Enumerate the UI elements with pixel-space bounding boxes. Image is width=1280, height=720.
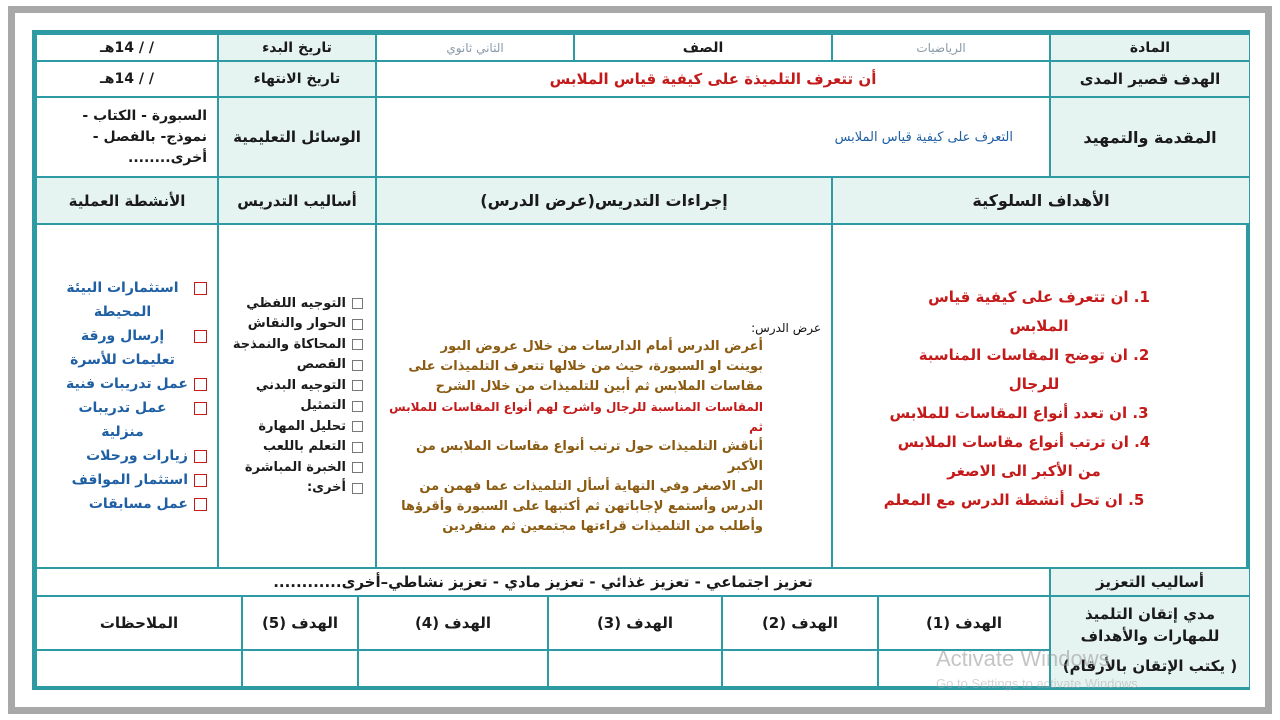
procedures-line: أناقش التلميذات حول ترتب أنواع مقاسات الملابس من الأكبر bbox=[416, 439, 763, 474]
objective-item: 2. ان توضح المقاسات المناسبة للرجال bbox=[918, 346, 1150, 393]
notes-input[interactable] bbox=[36, 650, 242, 688]
procedures-header: إجراءات التدريس(عرض الدرس) bbox=[376, 177, 832, 224]
start-date-label: تاريخ البدء bbox=[218, 34, 376, 61]
procedures-line: الدرس وأستمع لإجاباتهن ثم أكتبها على السبورة وأقرؤها bbox=[401, 499, 763, 514]
goal-2-score[interactable] bbox=[722, 650, 878, 688]
checkbox-icon[interactable] bbox=[194, 378, 207, 391]
objective-item: 1. ان تتعرف على كيفية قياس الملابس bbox=[928, 288, 1150, 335]
goal-5-header: الهدف (5) bbox=[242, 596, 358, 650]
goal-label: الهدف قصير المدى bbox=[1050, 61, 1250, 97]
notes-header: الملاحظات bbox=[36, 596, 242, 650]
checkbox-icon[interactable] bbox=[352, 380, 363, 391]
reinforcement-label: أساليب التعزيز bbox=[1050, 568, 1250, 596]
checkbox-icon[interactable] bbox=[352, 360, 363, 371]
checkbox-icon[interactable] bbox=[194, 330, 207, 343]
procedures-text bbox=[383, 337, 763, 537]
checkbox-icon[interactable] bbox=[352, 319, 363, 330]
intro-label: المقدمة والتمهيد bbox=[1050, 97, 1250, 177]
goal-3-score[interactable] bbox=[548, 650, 722, 688]
objective-item: 5. ان تحل أنشطة الدرس مع المعلم bbox=[883, 491, 1145, 509]
end-date-label: تاريخ الانتهاء bbox=[218, 61, 376, 97]
checkbox-icon[interactable] bbox=[352, 401, 363, 412]
activation-watermark: Activate Windows bbox=[936, 646, 1110, 671]
goal-value: أن تتعرف التلميذة على كيفية قياس الملابس bbox=[376, 61, 1050, 97]
activity-option[interactable]: عمل مسابقات bbox=[57, 492, 207, 516]
checkbox-icon[interactable] bbox=[194, 402, 207, 415]
subject-value: الرياضيات bbox=[832, 34, 1050, 61]
goal-4-header: الهدف (4) bbox=[358, 596, 548, 650]
methods-cell bbox=[218, 224, 376, 568]
checkbox-icon[interactable] bbox=[352, 421, 363, 432]
method-option[interactable]: التعلم باللعب bbox=[263, 437, 363, 458]
checkbox-icon[interactable] bbox=[352, 339, 363, 350]
activities-cell bbox=[36, 224, 218, 568]
method-option[interactable]: المحاكاة والنمذجة bbox=[233, 335, 363, 356]
goal-3-header: الهدف (3) bbox=[548, 596, 722, 650]
objectives-header: الأهداف السلوكية bbox=[832, 177, 1250, 224]
aids-value: السبورة - الكتاب - نموذج- بالفصل - أخرى........ bbox=[36, 97, 218, 177]
goal-1-header: الهدف (1) bbox=[878, 596, 1050, 650]
procedures-line: مقاسات الملابس ثم أبين للتلميذات من خلال الشرح bbox=[435, 379, 763, 394]
aids-label: الوسائل التعليمية bbox=[218, 97, 376, 177]
method-option[interactable]: الحوار والنقاش bbox=[248, 314, 363, 335]
procedures-line: بوينت او السبورة، حيث من خلالها تتعرف التلميذات على bbox=[408, 359, 763, 374]
mastery-label-cell bbox=[1050, 596, 1250, 688]
start-date-value: / / 14هـ bbox=[36, 34, 218, 61]
activity-option[interactable]: عمل تدريبات منزلية bbox=[57, 396, 207, 444]
intro-value: التعرف على كيفية قياس الملابس bbox=[376, 97, 1050, 177]
checkbox-icon[interactable] bbox=[194, 282, 207, 295]
goal-5-score[interactable] bbox=[242, 650, 358, 688]
checkbox-icon[interactable] bbox=[194, 474, 207, 487]
activation-watermark-subtitle: Go to Settings to activate Windows. bbox=[936, 676, 1142, 691]
checkbox-icon[interactable] bbox=[194, 498, 207, 511]
checkbox-icon[interactable] bbox=[194, 450, 207, 463]
procedures-line: المقاسات المناسبة للرجال واشرح لهم أنواع المقاسات للملابس ثم bbox=[389, 400, 763, 434]
activity-option[interactable]: إرسال ورقة تعليمات للأسرة bbox=[57, 324, 207, 372]
activity-option[interactable]: استثمارات البيئة المحيطة bbox=[57, 276, 207, 324]
mastery-label: مدي إتقان التلميذ للمهارات والأهداف bbox=[1080, 605, 1220, 645]
mastery-note: ( يكتب الإتقان بالأرقام) bbox=[1062, 657, 1238, 675]
checkbox-icon[interactable] bbox=[352, 483, 363, 494]
objectives-cell bbox=[832, 224, 1250, 568]
method-option[interactable]: تحليل المهارة bbox=[258, 417, 363, 438]
activity-option[interactable]: عمل تدريبات فنية bbox=[57, 372, 207, 396]
class-value: الثاني ثانوي bbox=[376, 34, 574, 61]
end-date-value: / / 14هـ bbox=[36, 61, 218, 97]
goal-2-header: الهدف (2) bbox=[722, 596, 878, 650]
checkbox-icon[interactable] bbox=[352, 442, 363, 453]
method-option[interactable]: القصص bbox=[297, 355, 363, 376]
subject-label: المادة bbox=[1050, 34, 1250, 61]
method-option[interactable]: التوجيه البدني bbox=[256, 376, 363, 397]
activity-option[interactable]: استثمار المواقف bbox=[57, 468, 207, 492]
activities-header: الأنشطة العملية bbox=[36, 177, 218, 224]
procedures-line: الى الاصغر وفي النهاية أسأل التلميذات عما فهمن من bbox=[419, 479, 763, 494]
method-option[interactable]: التمثيل bbox=[300, 396, 363, 417]
method-option[interactable]: الخبرة المباشرة bbox=[245, 458, 363, 479]
class-label: الصف bbox=[574, 34, 832, 61]
objective-item: 3. ان تعدد أنواع المقاسات للملابس bbox=[889, 404, 1149, 422]
checkbox-icon[interactable] bbox=[352, 462, 363, 473]
procedures-line: أعرض الدرس أمام الدارسات من خلال عروض البور bbox=[440, 339, 763, 354]
procedures-cell bbox=[376, 224, 832, 568]
methods-header: أساليب التدريس bbox=[218, 177, 376, 224]
method-option[interactable]: التوجيه اللفظي bbox=[246, 294, 363, 315]
procedures-line: وأطلب من التلميذات قراءتها مجتمعين ثم منفردين bbox=[442, 519, 763, 534]
procedures-title: عرض الدرس: bbox=[751, 321, 821, 335]
goal-4-score[interactable] bbox=[358, 650, 548, 688]
checkbox-icon[interactable] bbox=[352, 298, 363, 309]
activity-option[interactable]: زيارات ورحلات bbox=[57, 444, 207, 468]
reinforcement-value: تعزيز اجتماعي - تعزيز غذائي - تعزيز مادي - تعزيز نشاطي–أخرى............ bbox=[36, 568, 1050, 596]
method-option[interactable]: أخرى: bbox=[307, 478, 363, 499]
lesson-plan-table bbox=[32, 30, 1250, 690]
objective-item: 4. ان ترتب أنواع مقاسات الملابس من الأكبر الى الاصغر bbox=[897, 433, 1151, 480]
